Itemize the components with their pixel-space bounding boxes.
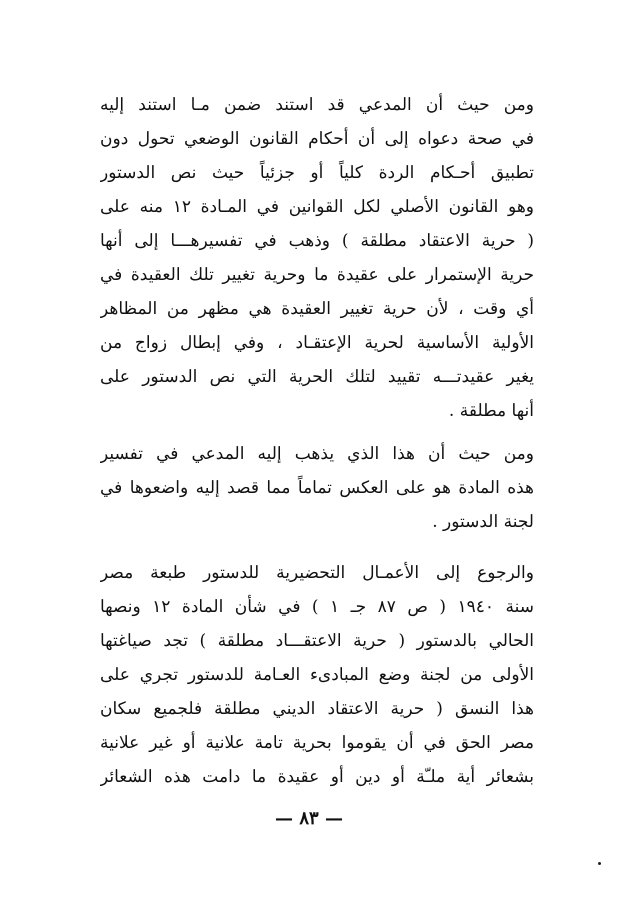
text-line: ومن حيث أن المدعي قد استند ضمن مـا استند إليه — [100, 95, 534, 115]
text-line: مصر الحق في أن يقوموا بحرية تامة علانية أو غير علانية — [100, 733, 534, 753]
text-line: سنة ١٩٤٠ ( ص ٨٧ جـ ١ ) في شأن المادة ١٢ ونصها — [100, 597, 534, 617]
page-number: — ٨٣ — — [275, 808, 343, 829]
text-line: والرجوع إلى الأعمـال التحضيرية للدستور طبعة مصر — [100, 563, 534, 583]
text-line: هذا النسق ( حرية الاعتقاد الديني مطلقة فلجميع سكان — [100, 699, 534, 719]
text-line: تطبيق أحـكام الردة كلياً أو جزئياً حيث نص الدستور — [100, 163, 534, 183]
paragraph-1 — [100, 88, 534, 428]
text-line: بشعائر أية ملـّة أو دين أو عقيدة ما دامت هذه الشعائر — [100, 767, 534, 787]
scan-speck — [598, 862, 601, 865]
text-line: يغير عقيدتـــه تقييد لتلك الحرية التي نص الدستور على — [100, 367, 534, 387]
text-line: أي وقت ، لأن حرية تغيير العقيدة هي مظهر من المظاهر — [100, 299, 534, 319]
text-line: في صحة دعواه إلى أن أحكام القانون الوضعي تحول دون — [100, 129, 534, 149]
text-line: حرية الإستمرار على عقيدة ما وحرية تغيير تلك العقيدة في — [100, 265, 534, 285]
text-line: الحالي بالدستور ( حرية الاعتقـــاد مطلقة ) تجد صياغتها — [100, 631, 534, 651]
text-line: لجنة الدستور . — [432, 512, 534, 532]
paragraph-3 — [100, 556, 534, 794]
text-line: أنها مطلقة . — [448, 401, 534, 421]
text-line: وهو القانون الأصلي لكل القوانين في المـادة ١٢ منه على — [100, 197, 534, 217]
paragraph-2 — [100, 437, 534, 539]
text-line: ومن حيث أن هذا الذي يذهب إليه المدعي في تفسير — [100, 444, 534, 464]
text-line: الأولية الأساسية لحرية الإعتقـاد ، وفي إبطال زواج من — [100, 333, 534, 353]
text-line: ( حرية الاعتقاد مطلقة ) وذهب في تفسيرهـــا إلى أنها — [100, 231, 534, 251]
text-line: هذه المادة هو على العكس تماماً مما قصد إليه واضعوها في — [100, 478, 534, 498]
text-line: الأولى من لجنة وضع المبادىء العـامة للدستور تجري على — [100, 665, 534, 685]
